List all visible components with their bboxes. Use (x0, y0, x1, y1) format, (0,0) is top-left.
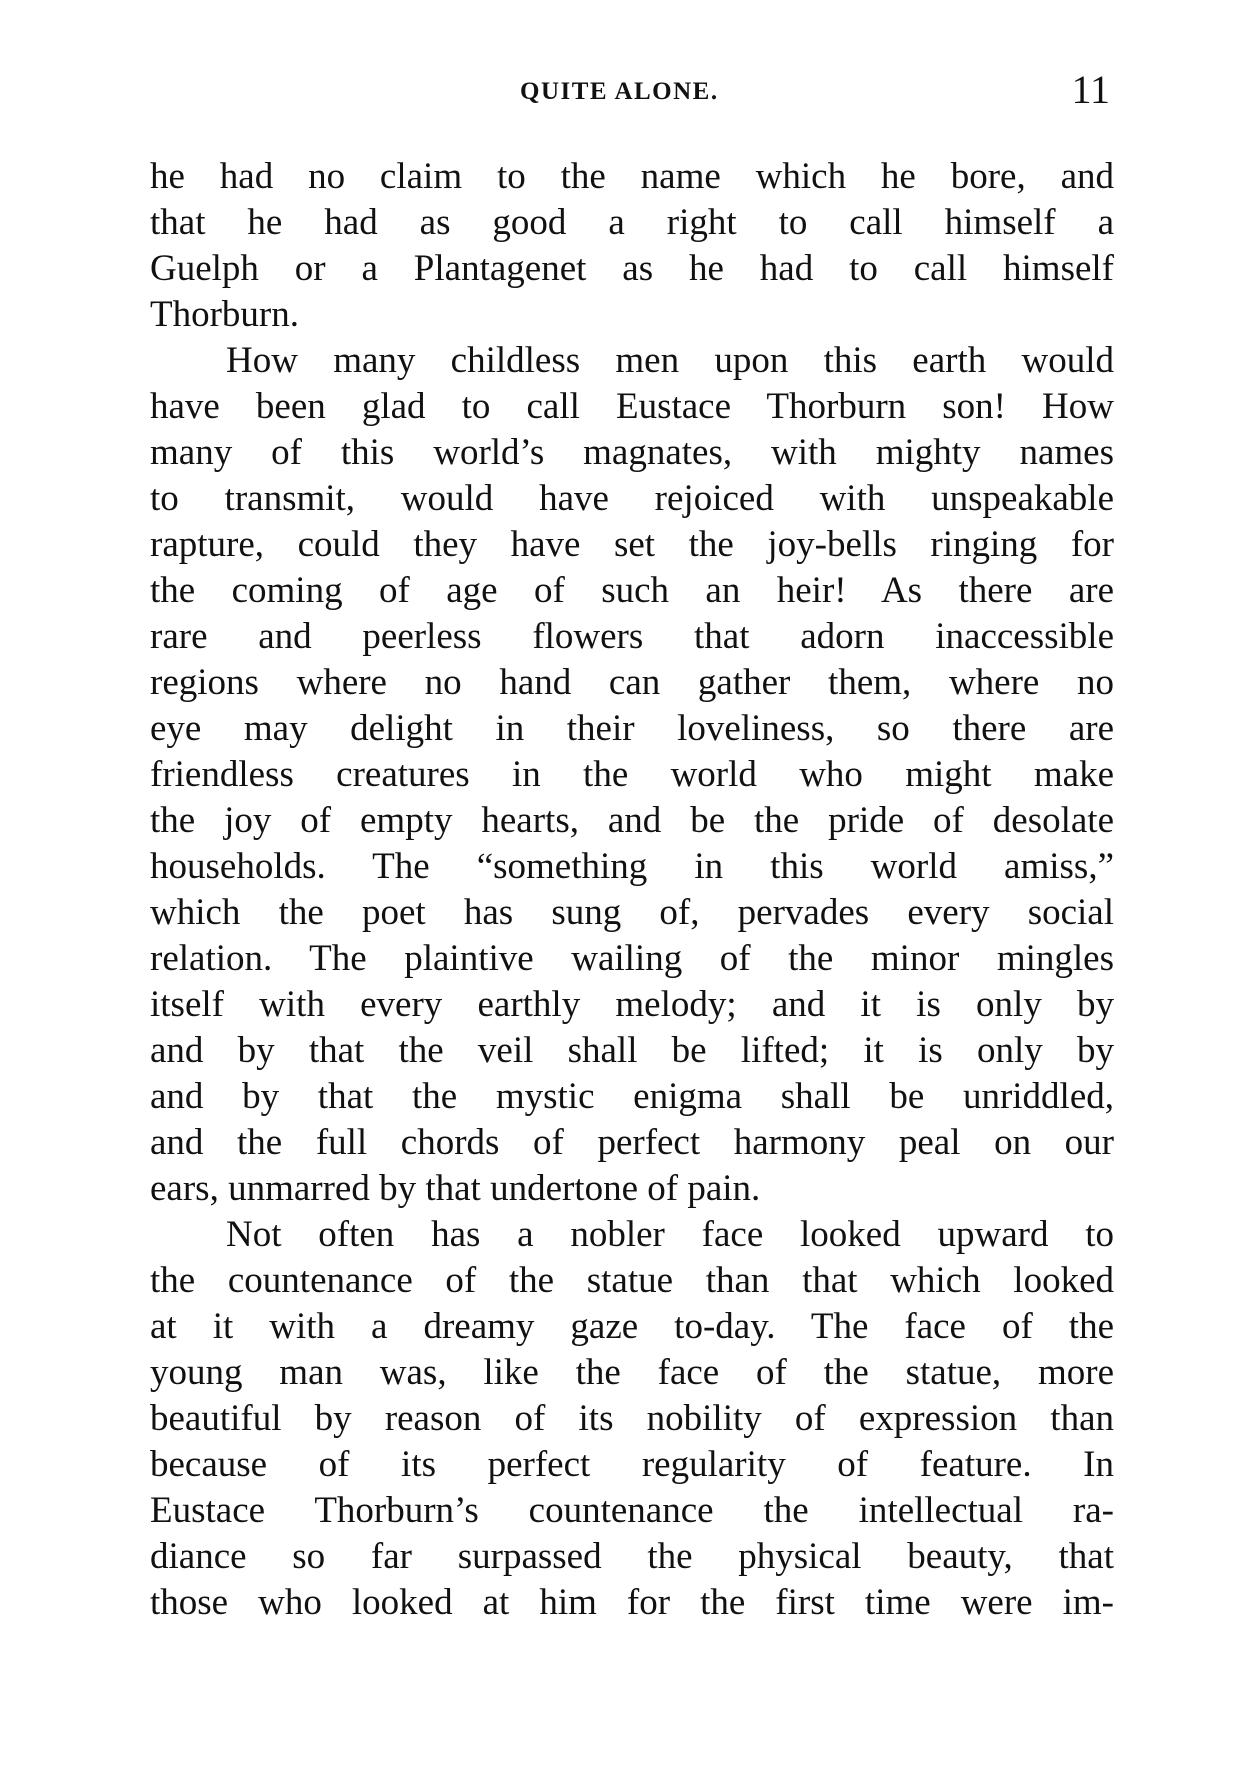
text-line: he had no claim to the name which he bore, and (150, 156, 1114, 197)
text-line: because of its perfect regularity of feature. In (150, 1444, 1114, 1485)
text-line: and by that the mystic enigma shall be unriddled, (150, 1076, 1114, 1117)
text-line: that he had as good a right to call himself a (150, 202, 1114, 243)
text-line: Eustace Thorburn’s countenance the intellectual ra- (150, 1490, 1114, 1531)
text-line: and the full chords of perfect harmony peal on our (150, 1122, 1114, 1163)
text-line: How many childless men upon this earth would (226, 340, 1114, 381)
text-line: young man was, like the face of the statue, more (150, 1352, 1114, 1393)
text-line: relation. The plaintive wailing of the minor mingles (150, 938, 1114, 979)
text-line: have been glad to call Eustace Thorburn son! How (150, 386, 1114, 427)
text-line: at it with a dreamy gaze to-day. The face of the (150, 1306, 1114, 1347)
text-line: and by that the veil shall be lifted; it is only by (150, 1030, 1114, 1071)
body-text (150, 154, 1114, 1626)
text-line: friendless creatures in the world who might make (150, 754, 1114, 795)
text-line: many of this world’s magnates, with mighty names (150, 432, 1114, 473)
page-number: 11 (1071, 67, 1110, 112)
text-line: Guelph or a Plantagenet as he had to call himself (150, 248, 1114, 289)
text-line: rapture, could they have set the joy-bells ringing for (150, 524, 1114, 565)
text-line: the joy of empty hearts, and be the pride of desolate (150, 800, 1114, 841)
text-line: itself with every earthly melody; and it is only by (150, 984, 1114, 1025)
text-line: rare and peerless flowers that adorn inaccessible (150, 616, 1114, 657)
text-line: eye may delight in their loveliness, so there are (150, 708, 1114, 749)
text-line: households. The “something in this world amiss,” (150, 846, 1114, 887)
running-title: QUITE ALONE. (520, 78, 719, 105)
text-line: those who looked at him for the first time were im- (150, 1582, 1114, 1623)
text-line: regions where no hand can gather them, where no (150, 662, 1114, 703)
text-line: ears, unmarred by that undertone of pain. (150, 1168, 761, 1209)
text-line: Thorburn. (150, 294, 299, 335)
text-line: to transmit, would have rejoiced with unspeakable (150, 478, 1114, 519)
text-line: which the poet has sung of, pervades every social (150, 892, 1114, 933)
text-line: the coming of age of such an heir! As there are (150, 570, 1114, 611)
text-line: beautiful by reason of its nobility of expression than (150, 1398, 1114, 1439)
text-line: diance so far surpassed the physical beauty, that (150, 1536, 1114, 1577)
text-line: Not often has a nobler face looked upward to (226, 1214, 1114, 1255)
running-head (150, 60, 1110, 120)
text-line: the countenance of the statue than that which looked (150, 1260, 1114, 1301)
